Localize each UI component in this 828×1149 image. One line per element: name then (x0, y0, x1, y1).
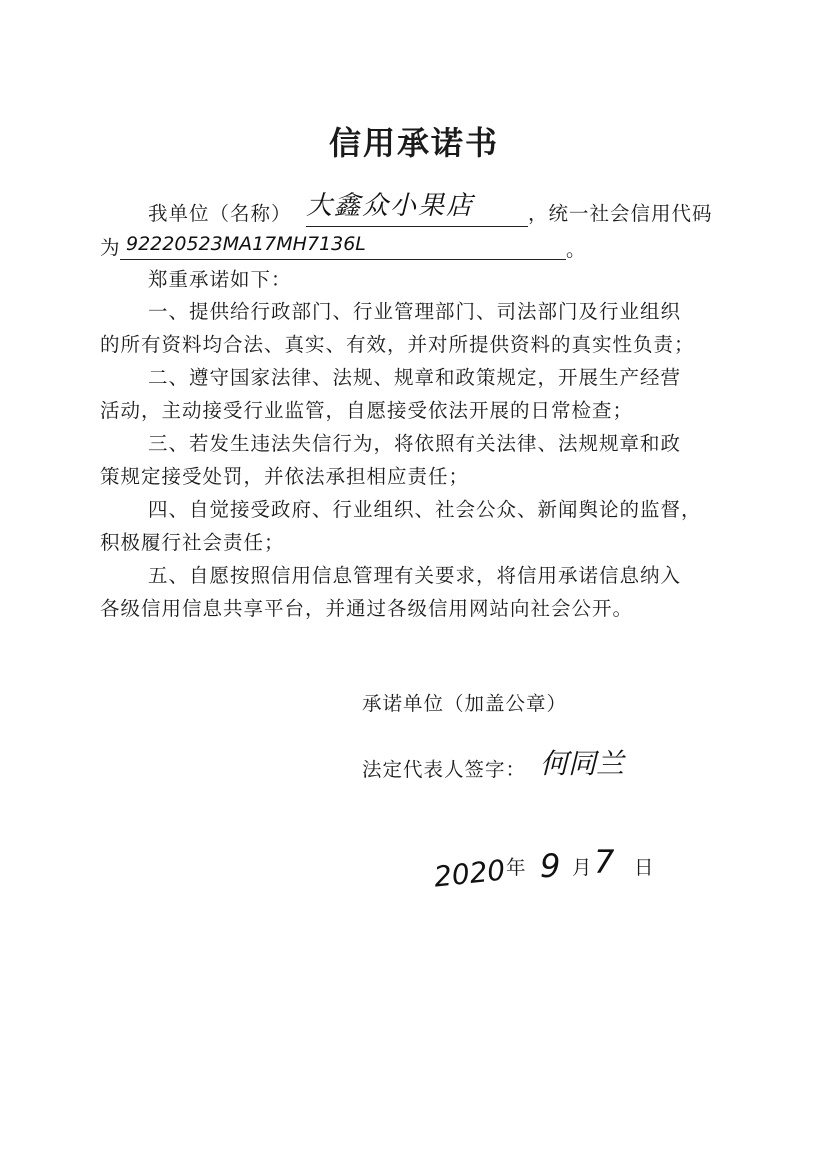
date-year: 2020 (432, 853, 507, 894)
code-end: 。 (566, 238, 587, 261)
promise-3-line1: 三、若发生违法失信行为，将依照有关法律、法规规章和政 (148, 432, 682, 455)
legal-rep-label: 法定代表人签字： (362, 758, 527, 781)
date-day-char: 日 (634, 856, 655, 879)
date-day: 7 (594, 843, 616, 881)
promise-2-line2: 活动，主动接受行业监管，自愿接受依法开展的日常检查； (100, 399, 634, 422)
credit-code-handwritten: 92220523MA17MH7136L (126, 233, 366, 255)
promise-5-line2: 各级信用信息共享平台，并通过各级信用网站向社会公开。 (100, 597, 634, 620)
promise-1-line1: 一、提供给行政部门、行业管理部门、司法部门及行业组织 (148, 300, 682, 323)
date-month-char: 月 (572, 856, 593, 879)
intro-prefix: 我单位（名称） (148, 202, 292, 225)
intro-suffix: ，统一社会信用代码 (528, 202, 713, 225)
code-prefix: 为 (100, 236, 121, 259)
promise-heading: 郑重承诺如下： (148, 268, 292, 291)
document-title: 信用承诺书 (328, 124, 499, 162)
promise-4-line1: 四、自觉接受政府、行业组织、社会公众、新闻舆论的监督， (148, 498, 702, 521)
promise-5-line1: 五、自愿按照信用信息管理有关要求，将信用承诺信息纳入 (148, 564, 682, 587)
promise-4-line2: 积极履行社会责任； (100, 531, 285, 554)
company-name-underline (306, 226, 528, 227)
date-year-char: 年 (506, 856, 527, 879)
date-month: 9 (540, 847, 562, 885)
promise-1-line2: 的所有资料均合法、真实、有效，并对所提供资料的真实性负责； (100, 333, 695, 356)
promise-2-line1: 二、遵守国家法律、法规、规章和政策规定，开展生产经营 (148, 366, 682, 389)
promise-3-line2: 策规定接受处罚，并依法承担相应责任； (100, 465, 470, 488)
promising-unit-label: 承诺单位（加盖公章） (362, 692, 568, 715)
credit-code-underline (120, 259, 566, 260)
legal-rep-signature: 何同兰 (540, 747, 625, 780)
company-name-handwritten: 大鑫众小果店 (306, 191, 475, 221)
